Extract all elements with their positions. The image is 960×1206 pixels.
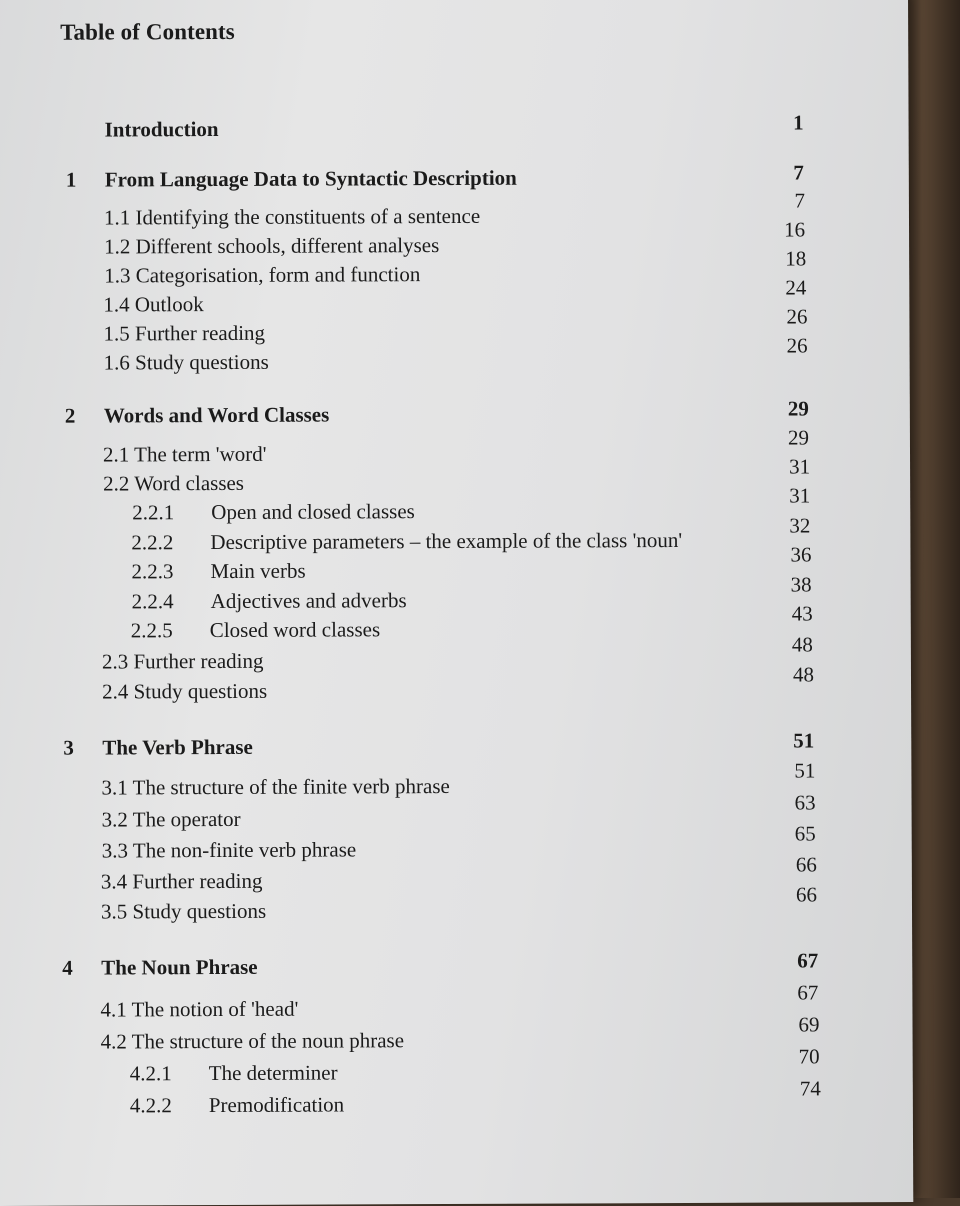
page-number: 29 <box>787 396 809 421</box>
subsection-number: 2.2.3 <box>131 559 174 584</box>
page-number: 65 <box>794 821 816 846</box>
entry-title: 1.4 Outlook <box>103 292 204 317</box>
subsection-number: 2.2.1 <box>132 500 175 525</box>
page-number: 16 <box>783 217 806 242</box>
entry-title: 1.2 Different schools, different analyses <box>104 233 440 259</box>
entry-title: Open and closed classes <box>211 499 415 525</box>
entry-title: Adjectives and adverbs <box>210 588 407 614</box>
entry-title: The Noun Phrase <box>101 954 258 980</box>
toc-entry-section <box>0 882 894 926</box>
page-number: 1 <box>793 110 804 135</box>
page-title: Table of Contents <box>60 18 235 45</box>
toc-entry-subsection <box>0 1076 895 1120</box>
toc-entry-chapter <box>0 948 894 982</box>
entry-title: Words and Word Classes <box>103 402 330 428</box>
subsection-number: 4.2.1 <box>129 1061 172 1086</box>
chapter-number: 3 <box>63 735 74 760</box>
entry-title: Premodification <box>208 1092 345 1118</box>
toc-entry-chapter <box>0 728 893 762</box>
entry-title: 2.1 The term 'word' <box>102 441 267 467</box>
page-number: 69 <box>798 1012 820 1037</box>
entry-title: Closed word classes <box>209 617 381 643</box>
page-number: 66 <box>795 852 817 877</box>
toc-entry-section <box>0 662 893 706</box>
page-number: 67 <box>797 948 819 973</box>
entry-title: Main verbs <box>210 558 306 584</box>
page-number: 51 <box>794 758 816 783</box>
page-number: 43 <box>791 601 813 626</box>
toc-entry-front <box>0 110 891 144</box>
page-number: 67 <box>797 980 819 1005</box>
page-number: 63 <box>794 790 816 815</box>
entry-title: 3.4 Further reading <box>100 868 263 894</box>
entry-title: 2.4 Study questions <box>101 678 268 704</box>
page-number: 74 <box>799 1076 821 1101</box>
entry-title: Descriptive parameters – the example of the class 'noun' <box>210 527 683 555</box>
chapter-number: 4 <box>62 955 73 980</box>
entry-title: 2.3 Further reading <box>101 648 264 674</box>
subsection-number: 2.2.4 <box>131 589 174 614</box>
page-number: 31 <box>789 454 811 479</box>
page-number: 36 <box>790 542 812 567</box>
page-number: 26 <box>786 304 808 329</box>
subsection-number: 4.2.2 <box>129 1093 172 1118</box>
entry-title: 4.2 The structure of the noun phrase <box>100 1028 405 1054</box>
entry-title: 3.3 The non-finite verb phrase <box>101 837 357 863</box>
page-number: 29 <box>787 425 809 450</box>
page-number: 31 <box>789 483 811 508</box>
page-number: 24 <box>785 275 807 300</box>
entry-title: 2.2 Word classes <box>103 470 245 496</box>
page-number: 48 <box>791 632 813 657</box>
entry-title: 3.1 The structure of the finite verb phrase <box>101 774 450 800</box>
subsection-number: 2.2.2 <box>131 530 174 555</box>
chapter-number: 1 <box>65 167 77 192</box>
page-number: 48 <box>792 662 815 687</box>
chapter-number: 2 <box>64 403 76 428</box>
page-number: 18 <box>785 246 807 271</box>
entry-title: 1.3 Categorisation, form and function <box>104 262 421 288</box>
entry-title: Introduction <box>104 117 219 142</box>
page-number: 26 <box>786 333 808 358</box>
entry-title: 3.2 The operator <box>101 806 241 832</box>
entry-title: From Language Data to Syntactic Description <box>104 165 517 192</box>
page-number: 38 <box>790 572 812 597</box>
page-number: 66 <box>795 882 817 907</box>
entry-title: The determiner <box>208 1060 338 1086</box>
page-number: 32 <box>789 513 811 538</box>
entry-title: The Verb Phrase <box>102 734 253 760</box>
page-number: 7 <box>793 160 804 185</box>
entry-title: 1.1 Identifying the constituents of a sentence <box>103 203 481 230</box>
entry-title: 4.1 The notion of 'head' <box>100 996 299 1022</box>
entry-title: 1.6 Study questions <box>103 349 269 375</box>
page-number: 51 <box>793 728 815 753</box>
page-number: 7 <box>794 188 805 213</box>
entry-title: 1.5 Further reading <box>103 320 266 346</box>
entry-title: 3.5 Study questions <box>100 898 267 924</box>
page-number: 70 <box>798 1044 820 1069</box>
subsection-number: 2.2.5 <box>130 618 173 643</box>
